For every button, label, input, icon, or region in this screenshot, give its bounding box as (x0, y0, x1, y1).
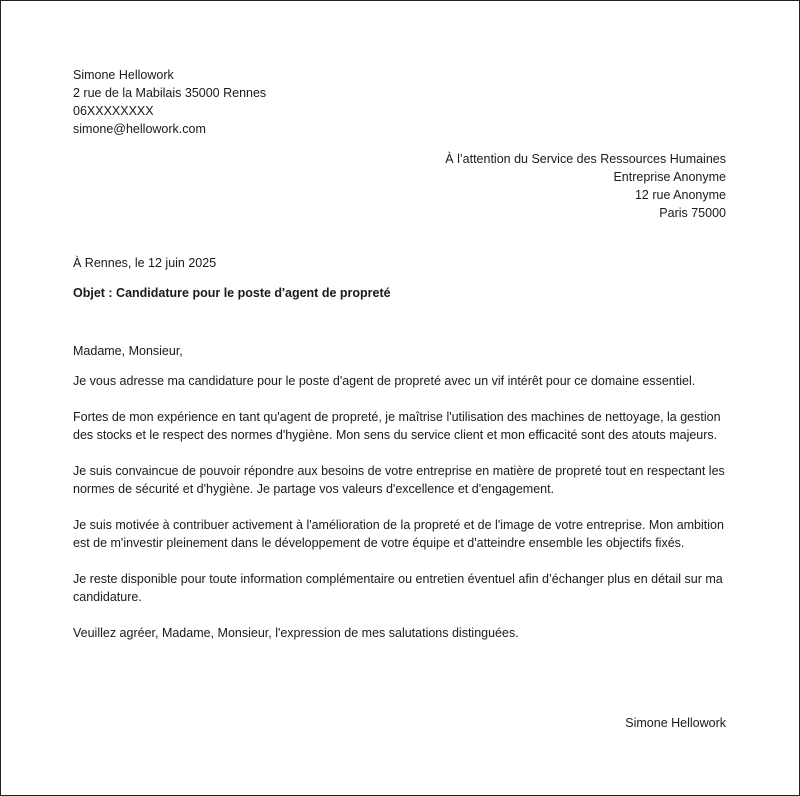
body-paragraph-1: Je vous adresse ma candidature pour le poste d'agent de propreté avec un vif intérêt pour ce domaine essentiel. (73, 374, 696, 388)
signature: Simone Hellowork (625, 716, 726, 730)
closing-paragraph: Veuillez agréer, Madame, Monsieur, l'expression de mes salutations distinguées. (73, 626, 519, 640)
letter-salutation: Madame, Monsieur, (73, 344, 183, 358)
body-paragraph-5: Je reste disponible pour toute information complémentaire ou entretien éventuel afin d’échanger plus en détail sur ma candidature. (73, 572, 723, 604)
recipient-attention: À l’attention du Service des Ressources Humaines (445, 152, 726, 166)
letter-date: À Rennes, le 12 juin 2025 (73, 256, 217, 270)
body-paragraph-2: Fortes de mon expérience en tant qu'agent de propreté, je maîtrise l'utilisation des machines de nettoyage, la gestion des stocks et le respect des normes d'hygiène. Mon sens du service client et mon efficacité sont des atouts majeurs. (73, 410, 721, 442)
body-paragraph-4: Je suis motivée à contribuer activement à l'amélioration de la propreté et de l'image de votre entreprise. Mon ambition est de m'investir pleinement dans le développement de votre équipe et d'atteindre ensemble les objectifs fixés. (73, 518, 724, 550)
body-paragraph-3: Je suis convaincue de pouvoir répondre aux besoins de votre entreprise en matière de propreté tout en respectant les normes de sécurité et d'hygiène. Je partage vos valeurs d'excellence et d'engagement. (73, 464, 725, 496)
sender-address: 2 rue de la Mabilais 35000 Rennes (73, 86, 267, 100)
recipient-city: Paris 75000 (659, 206, 726, 220)
sender-name: Simone Hellowork (73, 68, 174, 82)
recipient-street: 12 rue Anonyme (634, 188, 726, 202)
sender-phone: 06XXXXXXXX (73, 104, 154, 118)
recipient-block (445, 150, 726, 222)
letter-body (73, 372, 733, 660)
sender-email: simone@hellowork.com (73, 122, 206, 136)
sender-block (73, 66, 266, 138)
recipient-company: Entreprise Anonyme (613, 170, 726, 184)
letter-subject: Objet : Candidature pour le poste d'agent de propreté (73, 286, 391, 300)
